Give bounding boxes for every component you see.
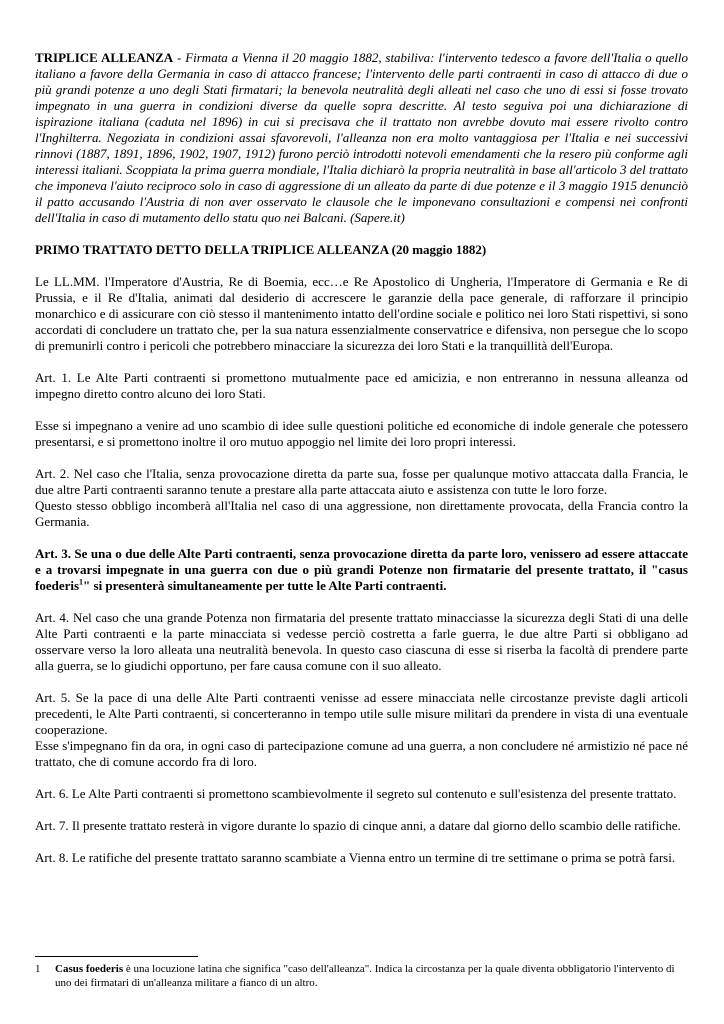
article-1-text: Art. 1. Le Alte Parti contraenti si promettono mutualmente pace ed amicizia, e non entreranno in nessuna alleanza od impegno diretto contro alcuno dei loro Stati.	[35, 370, 688, 401]
treaty-heading: PRIMO TRATTATO DETTO DELLA TRIPLICE ALLEANZA (20 maggio 1882)	[35, 242, 487, 257]
article-1	[35, 370, 688, 402]
footnote-term: Casus foederis	[55, 963, 124, 975]
article-5	[35, 690, 688, 770]
footnote-number: 1	[35, 963, 41, 975]
intro-title: TRIPLICE ALLEANZA	[35, 50, 174, 65]
document-body	[35, 50, 688, 882]
article-1-continuation: Esse si impegnano a venire ad uno scambio di idee sulle questioni politiche ed economiche di indole generale che potessero presentarsi, e si promettono inoltre il oro mutuo appoggio nel limite dei loro propri interessi.	[35, 418, 688, 449]
preamble-paragraph: Le LL.MM. l'Imperatore d'Austria, Re di Boemia, ecc…e Re Apostolico di Ungheria, l'Imperatore di Germania e Re di Prussia, e il Re d'Italia, animati dal desiderio di accrescere le garanzie della pace generale, di rafforzare il principio monarchico e di assicurare con ciò stesso il mantenimento intatto dell'ordine sociale e politico nei loro Stati rispettivi, si sono accordati di concludere un trattato che, per la sua natura essenzialmente conservatrice e difensiva, non persegue che lo scopo di premunirli contro i pericoli che potrebbero minacciare la sicurezza dei loro Stati e la tranquillità dell'Europa.	[35, 274, 688, 353]
intro-text: Firmata a Vienna il 20 maggio 1882, stabiliva: l'intervento tedesco a favore dell'Italia o quello italiano a favore della Germania in caso di attacco francese; l'intervento delle parti contraenti in caso di attacco di due o più grandi potenze a uno degli Stati firmatari; la benevola neutralità degli alleati nel caso che uno di essi si fosse trovato impegnato in una guerra in condizioni diverse da quelle sopra descritte. Al testo seguiva poi una dichiarazione di ispirazione italiana (caduta nel 1896) in cui si precisava che il trattato non avrebbe dovuto mai essere rivolto contro l'Inghilterra. Negoziata in condizioni assai sfavorevoli, l'alleanza non era molto vantaggiosa per l'Italia e nei successivi rinnovi (1887, 1891, 1896, 1902, 1907, 1912) furono perciò introdotti notevoli emendamenti che la resero più conforme agli interessi italiani. Scoppiata la prima guerra mondiale, l'Italia dichiarò la propria neutralità in base all'articolo 3 del trattato che imponeva l'aiuto reciproco solo in caso di aggressione di un alleato da parte di due potenze e il 3 maggio 1915 denunciò il patto accusando l'Austria di non aver osservato le clausole che le imponevano consultazioni e compensi nei confronti dell'Italia in caso di mutamento dello statu quo nei Balcani. (Sapere.it)	[35, 50, 688, 225]
intro-separator: -	[173, 50, 186, 65]
article-3-text-after: " si presenterà simultaneamente per tutte le Alte Parti contraenti.	[83, 578, 447, 593]
article-2-part-b: Questo stesso obbligo incomberà all'Italia nel caso di una aggressione, non direttamente provocata, della Francia contro la Germania.	[35, 498, 688, 529]
article-5-part-a: Art. 5. Se la pace di una delle Alte Parti contraenti venisse ad essere minacciata nelle circostanze previste dagli articoli precedenti, le Alte Parti contraenti, si concerteranno in tempo utile sulle misure militari da prendere in vista di una eventuale cooperazione.	[35, 690, 688, 737]
article-4: Art. 4. Nel caso che una grande Potenza non firmataria del presente trattato minacciasse la sicurezza degli Stati di una delle Alte Parti contraenti e la parte minacciata si vedesse perciò costretta a farle guerra, le due altre Parti si obbligano ad osservare verso la loro alleata una neutralità benevola. In questo caso ciascuna di esse si riserba la facoltà di prendere parte alla guerra, se lo giudichi opportuno, per fare causa comune con il suo alleato.	[35, 610, 688, 673]
footnote-divider	[35, 956, 198, 957]
footnote	[35, 962, 688, 990]
article-3	[35, 546, 688, 594]
intro-paragraph	[35, 50, 688, 226]
article-3-text-before: Art. 3. Se una o due delle Alte Parti contraenti, senza provocazione diretta da parte loro, venissero ad essere attaccate e a trovarsi impegnate in una guerra con due o più grandi Potenze non firmatarie del presente trattato, il "casus foederis	[35, 546, 688, 593]
article-2-part-a: Art. 2. Nel caso che l'Italia, senza provocazione diretta da parte sua, fosse per qualunque motivo attaccata dalla Francia, le due altre Parti contraenti saranno tenute a prestare alla parte attaccata aiuto e assistenza con tutte le loro forze.	[35, 466, 688, 497]
article-7: Art. 7. Il presente trattato resterà in vigore durante lo spazio di cinque anni, a datare dal giorno dello scambio delle ratifiche.	[35, 818, 681, 833]
footnote-reference[interactable]: 1	[79, 577, 84, 587]
footnote-text: è una locuzione latina che significa "caso dell'alleanza". Indica la circostanza per la quale diventa obbligatorio l'intervento di uno dei firmatari di un'alleanza militare a fianco di un altro.	[55, 963, 675, 989]
article-8: Art. 8. Le ratifiche del presente trattato saranno scambiate a Vienna entro un termine di tre settimane o prima se potrà farsi.	[35, 850, 676, 865]
footnote-body	[55, 962, 688, 990]
article-6: Art. 6. Le Alte Parti contraenti si promettono scambievolmente il segreto sul contenuto e sull'esistenza del presente trattato.	[35, 786, 677, 801]
article-5-part-b: Esse s'impegnano fin da ora, in ogni caso di partecipazione comune ad una guerra, a non concludere né armistizio né pace né trattato, che di comune accordo fra di loro.	[35, 738, 688, 769]
article-2	[35, 466, 688, 530]
